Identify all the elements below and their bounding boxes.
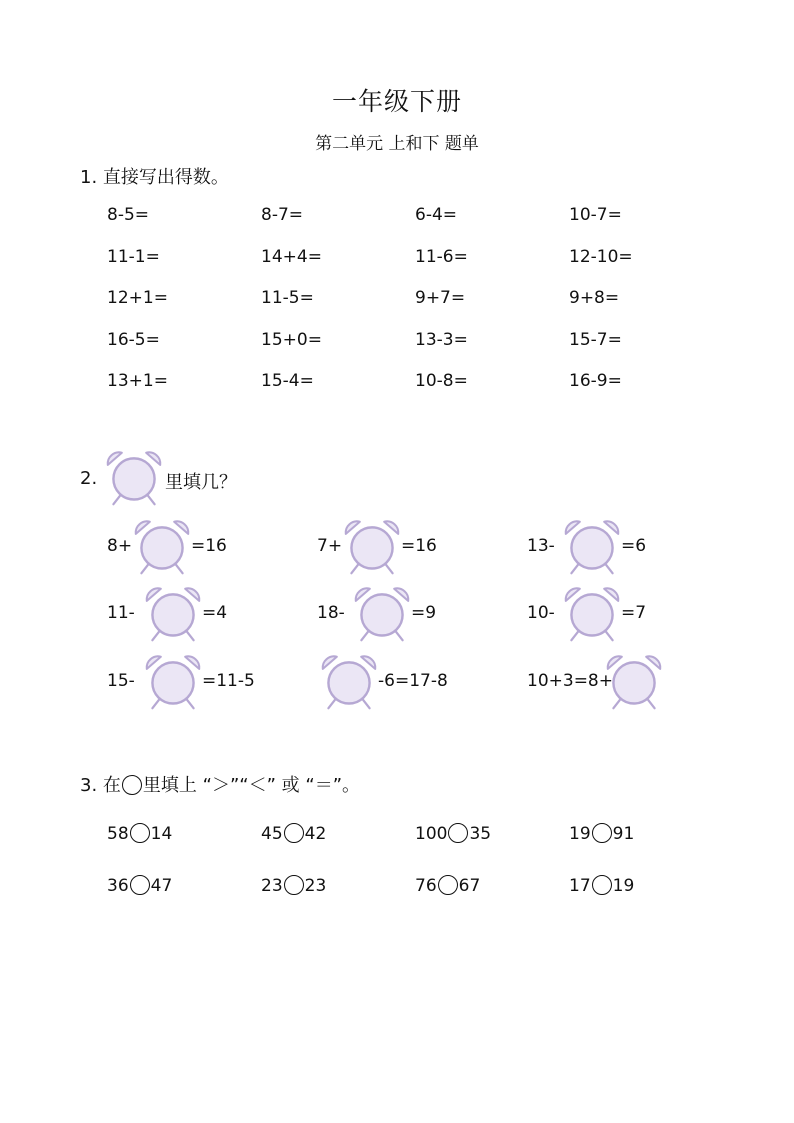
- circle-icon: [448, 823, 468, 843]
- equation: 10-7=: [569, 205, 622, 225]
- comparison-left: 19: [569, 824, 591, 844]
- comparison-item: [569, 823, 634, 844]
- alarm-clock-icon: [316, 653, 382, 711]
- comparison-left: 36: [107, 876, 129, 896]
- alarm-clock-icon: [601, 653, 667, 711]
- comparison-right: 23: [304, 876, 327, 896]
- comparison-item: [261, 823, 326, 844]
- comparison-right: 67: [458, 876, 481, 896]
- equation: 11-5=: [261, 288, 314, 308]
- comparison-item: [569, 875, 634, 896]
- section3-heading: [80, 771, 360, 797]
- equation-suffix: =6: [621, 536, 647, 556]
- comparison-right: 47: [150, 876, 173, 896]
- equation: 16-9=: [569, 371, 622, 391]
- equation-suffix: =9: [411, 603, 437, 623]
- page-title: 一年级下册: [331, 87, 462, 116]
- comparison-right: 19: [612, 876, 635, 896]
- equation-prefix: 10-: [527, 603, 555, 623]
- equation-prefix: 18-: [317, 603, 345, 623]
- equation: 9+8=: [569, 288, 620, 308]
- comparison-item: [107, 823, 172, 844]
- equation: 12-10=: [569, 247, 633, 267]
- equation-prefix: 7+: [317, 536, 343, 556]
- equation: 6-4=: [415, 205, 458, 225]
- equation-prefix: 11-: [107, 603, 135, 623]
- alarm-clock-icon: [559, 585, 625, 643]
- equation-suffix: -6=17-8: [378, 671, 448, 691]
- equation: 16-5=: [107, 330, 160, 350]
- comparison-item: [415, 875, 480, 896]
- comparison-right: 91: [612, 824, 635, 844]
- section2-number: 2.: [80, 468, 98, 489]
- equation-prefix: 15-: [107, 671, 135, 691]
- equation: 15-4=: [261, 371, 314, 391]
- equation: 13-3=: [415, 330, 468, 350]
- equation-suffix: =16: [191, 536, 227, 556]
- section3-heading-post: 里填上 “＞”“＜” 或 “＝”。: [142, 775, 361, 796]
- equation: 15-7=: [569, 330, 622, 350]
- equation: 11-1=: [107, 247, 160, 267]
- circle-icon: [130, 823, 150, 843]
- comparison-item: [107, 875, 172, 896]
- comparison-right: 42: [304, 824, 327, 844]
- circle-icon: [130, 875, 150, 895]
- comparison-right: 35: [469, 824, 492, 844]
- alarm-clock-icon: [140, 585, 206, 643]
- equation: 8-5=: [107, 205, 150, 225]
- comparison-left: 45: [261, 824, 283, 844]
- page-subtitle: 第二单元 上和下 题单: [315, 134, 479, 154]
- equation-prefix: 8+: [107, 536, 133, 556]
- equation: 10-8=: [415, 371, 468, 391]
- comparison-item: [261, 875, 326, 896]
- comparison-left: 17: [569, 876, 591, 896]
- alarm-clock-icon: [339, 518, 405, 576]
- equation-suffix: =16: [401, 536, 437, 556]
- comparison-left: 76: [415, 876, 437, 896]
- section3-heading-pre: 3. 在: [80, 775, 121, 796]
- equation: 11-6=: [415, 247, 468, 267]
- comparison-left: 100: [415, 824, 448, 844]
- equation-suffix: =4: [202, 603, 228, 623]
- circle-icon: [122, 775, 142, 795]
- alarm-clock-icon: [129, 518, 195, 576]
- comparison-left: 58: [107, 824, 129, 844]
- alarm-clock-icon: [349, 585, 415, 643]
- equation: 13+1=: [107, 371, 168, 391]
- circle-icon: [284, 823, 304, 843]
- equation: 9+7=: [415, 288, 466, 308]
- equation: 15+0=: [261, 330, 322, 350]
- equation-suffix: =11-5: [202, 671, 255, 691]
- circle-icon: [592, 823, 612, 843]
- alarm-clock-icon: [140, 653, 206, 711]
- alarm-clock-icon: [101, 449, 167, 507]
- equation-prefix: 10+3=8+: [527, 671, 613, 691]
- equation-suffix: =7: [621, 603, 647, 623]
- circle-icon: [438, 875, 458, 895]
- section1-heading: 1. 直接写出得数。: [80, 167, 229, 188]
- section2-heading: 里填几？: [165, 472, 237, 493]
- comparison-item: [415, 823, 491, 844]
- circle-icon: [592, 875, 612, 895]
- circle-icon: [284, 875, 304, 895]
- equation: 14+4=: [261, 247, 322, 267]
- comparison-right: 14: [150, 824, 173, 844]
- comparison-left: 23: [261, 876, 283, 896]
- alarm-clock-icon: [559, 518, 625, 576]
- equation: 12+1=: [107, 288, 168, 308]
- equation: 8-7=: [261, 205, 304, 225]
- equation-prefix: 13-: [527, 536, 555, 556]
